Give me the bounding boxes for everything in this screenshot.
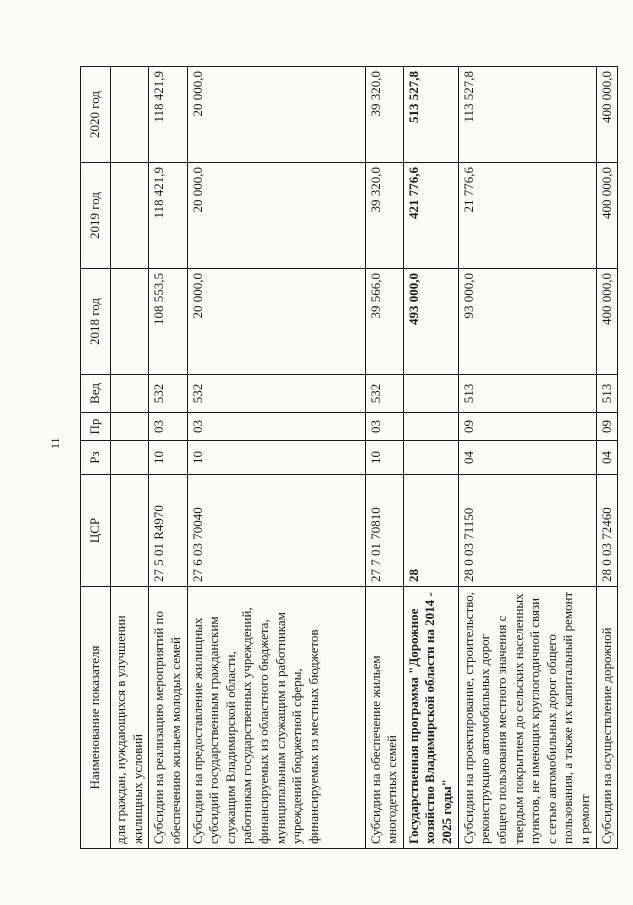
cell-2018: 108 553,5 (149, 269, 187, 375)
cell-2020: 513 527,8 (403, 67, 458, 163)
cell-csr (111, 475, 149, 587)
table-row (111, 67, 149, 849)
cell-rz: 10 (365, 441, 403, 475)
cell-csr: 27 5 01 R4970 (149, 475, 187, 587)
header-rz: Рз (81, 441, 111, 475)
cell-ved: 513 (596, 375, 618, 413)
cell-pr: 09 (596, 413, 618, 441)
table-row (365, 67, 403, 849)
cell-name: Субсидии на обеспечение жильем многодетных семей (365, 587, 403, 849)
cell-pr (403, 413, 458, 441)
cell-ved: 532 (365, 375, 403, 413)
cell-name: Субсидии на осуществление дорожной (596, 587, 618, 849)
cell-ved: 532 (187, 375, 365, 413)
cell-csr: 27 7 01 70810 (365, 475, 403, 587)
cell-name: Субсидии на реализацию мероприятий по обеспечению жильем молодых семей (149, 587, 187, 849)
table-row-program (403, 67, 458, 849)
page-number: 11 (48, 437, 62, 449)
cell-name: Государственная программа "Дорожное хозяйство Владимирской области на 2014 - 2025 годы" (403, 587, 458, 849)
cell-rz: 10 (187, 441, 365, 475)
cell-name: Субсидии на проектирование, строительство, реконструкцию автомобильных дорог общего пользования местного значения с твердым покрытием до сельских населенных пунктов, не имеющих круглогодичной связи с сетью автомобильных дорог общего пользования, а также их капитальный ремонт и ремонт (458, 587, 596, 849)
cell-2019: 421 776,6 (403, 163, 458, 269)
cell-2020: 39 320,0 (365, 67, 403, 163)
cell-rz: 04 (458, 441, 596, 475)
budget-table (80, 66, 618, 849)
cell-2020 (111, 67, 149, 163)
cell-2018: 93 000,0 (458, 269, 596, 375)
header-name: Наименование показателя (81, 587, 111, 849)
cell-2018: 20 000,0 (187, 269, 365, 375)
header-csr: ЦСР (81, 475, 111, 587)
table-header-row (81, 67, 111, 849)
cell-pr: 03 (187, 413, 365, 441)
cell-ved: 532 (149, 375, 187, 413)
table-row (187, 67, 365, 849)
cell-pr: 03 (365, 413, 403, 441)
header-ved: Вед (81, 375, 111, 413)
cell-2020: 20 000,0 (187, 67, 365, 163)
rotated-page (80, 67, 614, 849)
cell-ved: 513 (458, 375, 596, 413)
cell-2018: 493 000,0 (403, 269, 458, 375)
header-2019: 2019 год (81, 163, 111, 269)
cell-name: для граждан, нуждающихся в улучшении жилищных условий (111, 587, 149, 849)
cell-csr: 27 6 03 70040 (187, 475, 365, 587)
header-2018: 2018 год (81, 269, 111, 375)
cell-2019: 400 000,0 (596, 163, 618, 269)
cell-2020: 400 000,0 (596, 67, 618, 163)
cell-rz (111, 441, 149, 475)
cell-rz (403, 441, 458, 475)
cell-2020: 113 527,8 (458, 67, 596, 163)
header-2020: 2020 год (81, 67, 111, 163)
cell-rz: 10 (149, 441, 187, 475)
cell-ved (403, 375, 458, 413)
table-row (596, 67, 618, 849)
cell-pr (111, 413, 149, 441)
cell-rz: 04 (596, 441, 618, 475)
cell-pr: 09 (458, 413, 596, 441)
table-row (458, 67, 596, 849)
cell-2019: 20 000,0 (187, 163, 365, 269)
cell-2020: 118 421,9 (149, 67, 187, 163)
table-row (149, 67, 187, 849)
cell-2018 (111, 269, 149, 375)
cell-pr: 03 (149, 413, 187, 441)
cell-2019: 21 776,6 (458, 163, 596, 269)
cell-csr: 28 0 03 71150 (458, 475, 596, 587)
cell-csr: 28 0 03 72460 (596, 475, 618, 587)
cell-ved (111, 375, 149, 413)
cell-name: Субсидии на предоставление жилищных субсидий государственным гражданским служащим Владимирской области, работникам государственных учреждений, финансируемых из областного бюджета, муниципальным служащим и работникам учреждений бюджетной сферы, финансируемых из местных бюджетов (187, 587, 365, 849)
cell-2018: 400 000,0 (596, 269, 618, 375)
header-pr: Пр (81, 413, 111, 441)
cell-2019: 39 320,0 (365, 163, 403, 269)
cell-csr: 28 (403, 475, 458, 587)
cell-2019 (111, 163, 149, 269)
cell-2019: 118 421,9 (149, 163, 187, 269)
cell-2018: 39 566,0 (365, 269, 403, 375)
